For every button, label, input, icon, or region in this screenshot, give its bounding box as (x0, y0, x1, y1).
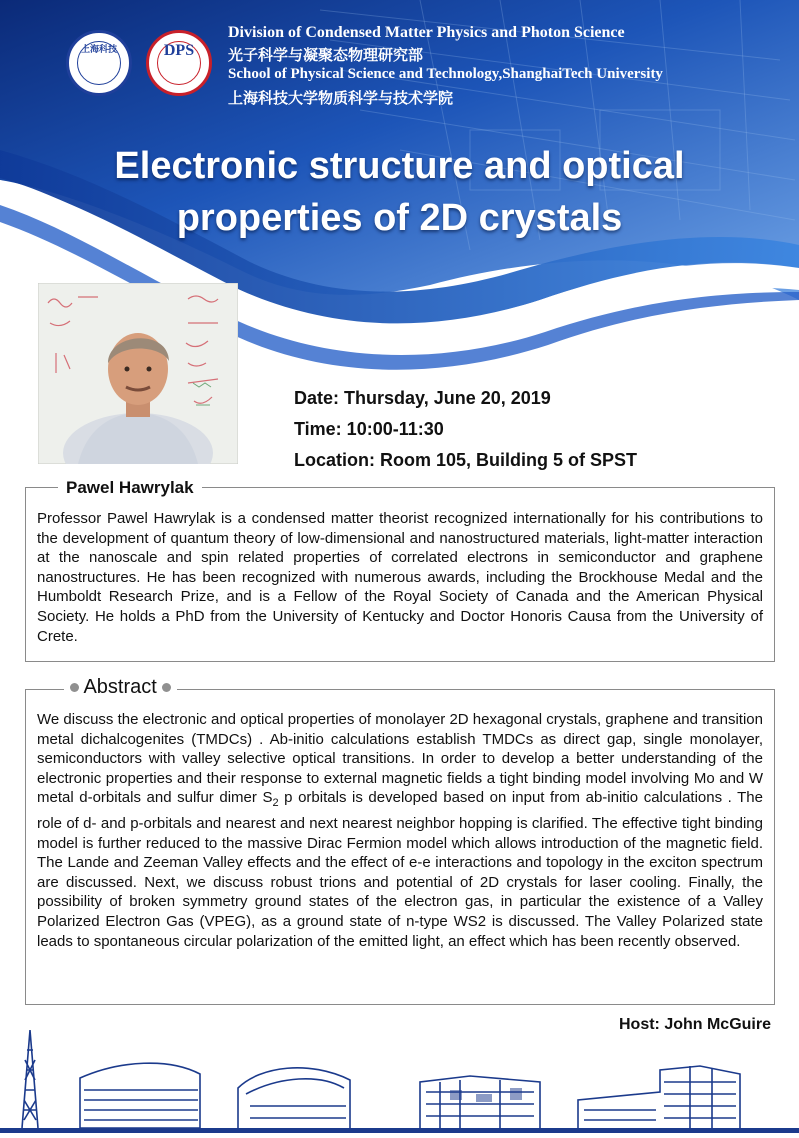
org-school-en: School of Physical Science and Technology,ShanghaiTech University (228, 66, 663, 82)
speaker-photo (38, 283, 238, 464)
talk-title-line1: Electronic structure and optical (114, 145, 685, 187)
bullet-dot-icon (70, 683, 79, 692)
talk-title-line2: properties of 2D crystals (176, 197, 623, 239)
abstract-text-part1: We discuss the electronic and optical properties of monolayer 2D hexagonal crystals, graphene and transition metal dichalcogenites (TMDCs) . Ab-initio calculations establish TMDCs as direct gap, single monolayer, semiconductors with valley selective optical transitions. In order to develop a better understanding of the electronic properties and their response to external magnetic fields a tight binding model involving Mo and W metal d-orbitals and sulfur dimer S (37, 711, 763, 807)
event-location: Location: Room 105, Building 5 of SPST (294, 450, 638, 470)
speaker-portrait-image (38, 283, 238, 464)
skyline-graphic (0, 1030, 799, 1133)
bullet-dot-icon (162, 683, 171, 692)
dps-logo-text: DPS (157, 41, 201, 85)
org-school-cn: 上海科技大学物质科学与技术学院 (228, 91, 454, 107)
abstract-heading: Abstract (83, 676, 157, 698)
abstract-text (37, 710, 763, 951)
abstract-subscript: 2 (272, 797, 279, 810)
talk-title (40, 140, 759, 244)
speaker-name: Pawel Hawrylak (58, 478, 202, 498)
org-division-cn: 光子科学与凝聚态物理研究部 (228, 48, 424, 64)
shanghaitech-logo (66, 30, 132, 96)
speaker-bio-text: Professor Pawel Hawrylak is a condensed matter theorist recognized internationally for his contributions to the development of quantum theory of low-dimensional and nanostructured materials, light-matter interaction at the nanoscale and spin related properties of correlated electrons in semiconductor and graphene nanostructures. He has been recognized with numerous awards, including the Brockhouse Medal and the Humboldt Research Prize, and is a Fellow of the Royal Society of Canada and the American Physical Society. He holds a PhD from the University of Kentucky and Doctor Honoris Causa from the University of Crete. (37, 510, 763, 645)
abstract-heading-group (64, 676, 177, 699)
event-date: Date: Thursday, June 20, 2019 (294, 388, 551, 408)
event-time: Time: 10:00-11:30 (294, 419, 444, 439)
campus-skyline-footer (0, 1030, 799, 1133)
host-name: Host: John McGuire (618, 1016, 771, 1033)
abstract-text-part2: p orbitals is developed based on input from ab-initio calculations . The role of d- and p-orbitals and nearest and next nearest neighbor hopping is clarified. The effective tight binding model is further reduced to the massive Dirac Fermion model which allows introduction of the magnetic field. The Lande and Zeeman Valley effects and the effect of e-e interactions and topology in the exciton spectrum are discussed. Next, we discuss robust trions and potential of 2D crystals for laser cooling. Finally, the possibility of broken symmetry ground states of the electron gas, in particular the existence of a Valley Polarized Electron Gas (VPEG), as a ground state of n-type WS2 is discussed. The Valley Polarized state leads to spontaneous circular polarization of the emitted light, an effect which has been recently observed. (37, 789, 763, 950)
org-division-en: Division of Condensed Matter Physics and Photon Science (228, 24, 625, 41)
dps-logo (146, 30, 212, 96)
shanghaitech-logo-text: 上海科技 (77, 41, 121, 85)
